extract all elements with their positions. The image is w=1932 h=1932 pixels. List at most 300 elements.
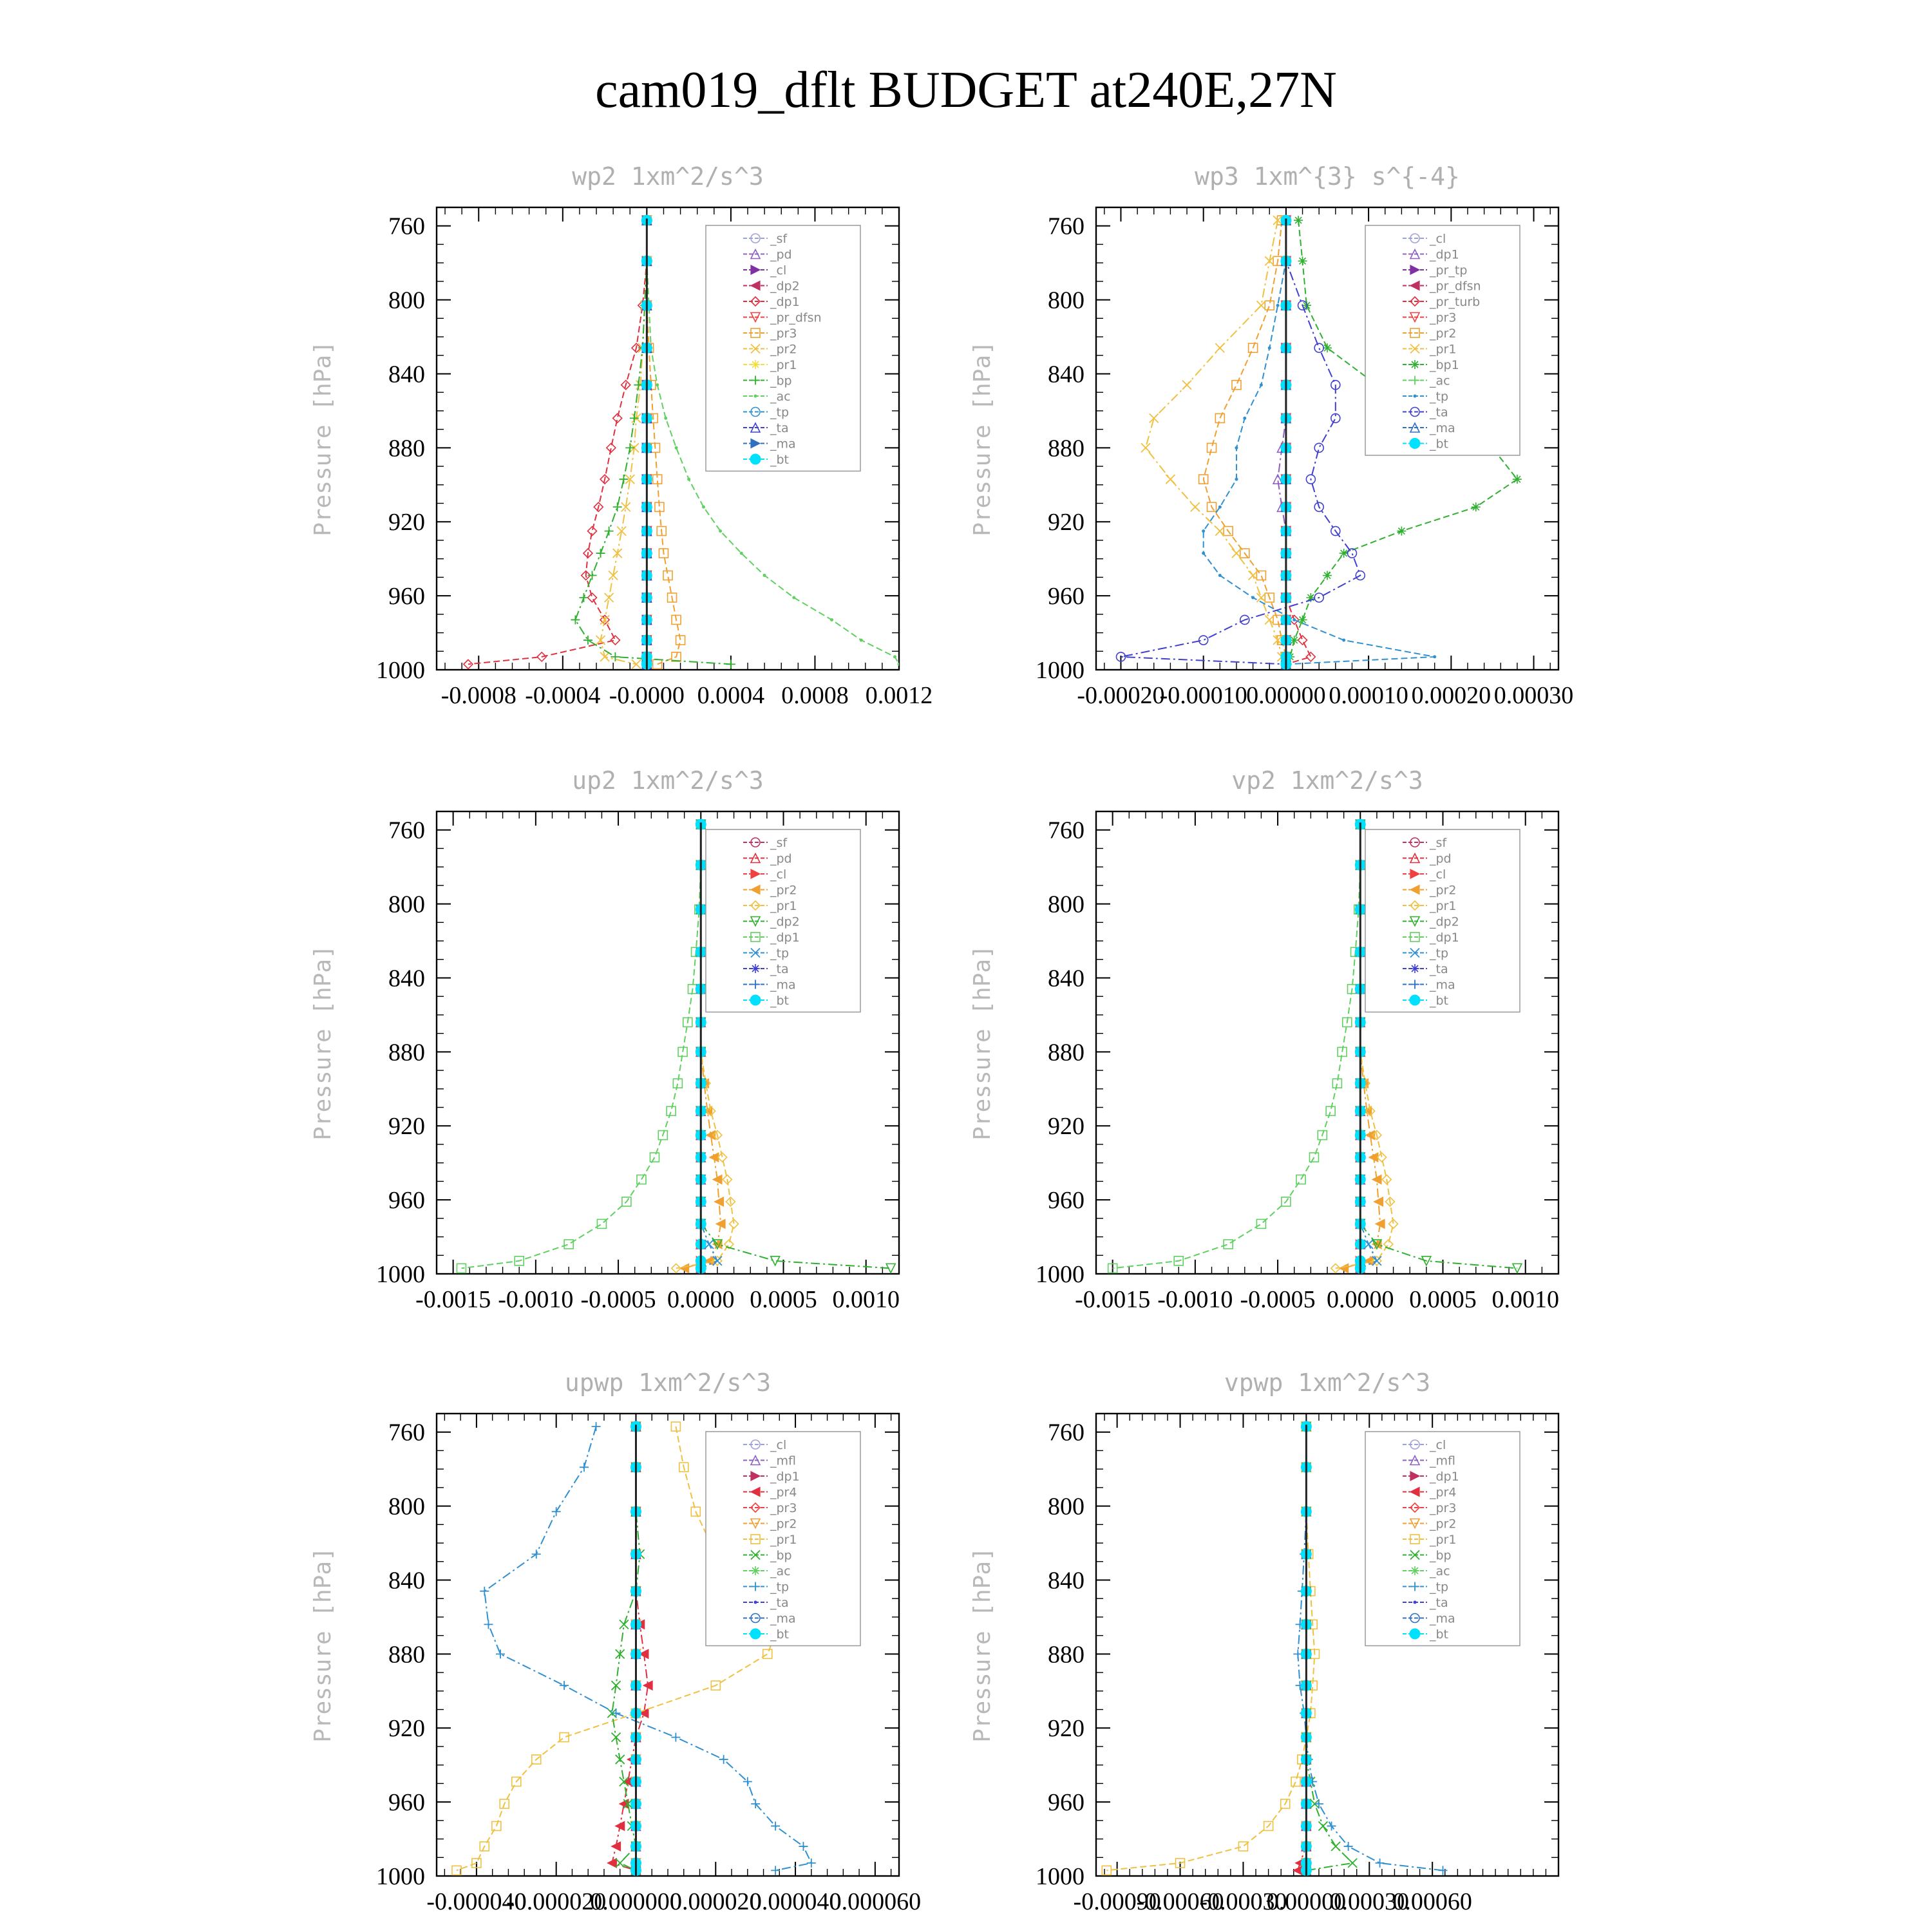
y-axis-label-vpwp: Pressure [hPa] — [969, 1547, 996, 1743]
legend-label-wp2_pr1: _pr1 — [770, 358, 797, 372]
legend-label-vp2_pr2: _pr2 — [1430, 883, 1457, 898]
data-point-wp2_bp — [583, 636, 592, 645]
data-point-wp3_bp1 — [1472, 502, 1481, 511]
data-point-up2_dp1 — [650, 1153, 659, 1162]
legend-marker-vp2_ta — [1410, 964, 1419, 973]
data-point-wp2_ac — [860, 639, 863, 642]
figure-title: cam019_dflt BUDGET at240E,27N — [595, 62, 1337, 118]
y-tick-label-vpwp: 840 — [1048, 1567, 1084, 1595]
data-point-wp2_ac — [763, 574, 766, 577]
legend-label-vpwp_pr4: _pr4 — [1430, 1485, 1457, 1500]
data-point-wp3_ta — [1314, 343, 1323, 352]
legend-marker-vp2_bt — [1410, 995, 1420, 1005]
panel-title-up2: up2 1xm^2/s^3 — [572, 766, 764, 795]
legend-label-wp2_dp1: _dp1 — [770, 295, 800, 309]
legend-label-wp3_pr_turb: _pr_turb — [1430, 295, 1481, 309]
data-point-wp3_tp — [1293, 618, 1296, 621]
legend-label-vp2_ma: _ma — [1430, 978, 1455, 992]
x-tick-label-upwp: 0.000060 — [829, 1888, 922, 1915]
legend-label-up2_tp: _tp — [770, 946, 790, 961]
data-point-wp2_ac — [898, 663, 901, 666]
y-tick-label-upwp: 1000 — [376, 1863, 425, 1890]
y-tick-label-upwp: 960 — [388, 1789, 425, 1817]
data-point-upwp_tp — [592, 1422, 601, 1431]
data-point-wp2_ac — [740, 552, 743, 555]
data-point-wp2_bp — [613, 502, 622, 511]
panel-title-wp3: wp3 1xm^{3} s^{-4} — [1195, 162, 1460, 191]
legend-label-up2_bt: _bt — [770, 994, 790, 1008]
legend-label-wp3_ac: _ac — [1430, 374, 1450, 388]
x-tick-label-vpwp: 0.00030 — [1329, 1888, 1410, 1915]
data-point-wp2_pr2 — [632, 659, 641, 668]
x-tick-label-upwp: -0.000020 — [506, 1888, 607, 1915]
legend-label-up2_ta: _ta — [770, 962, 789, 976]
data-point-upwp_tp — [560, 1681, 569, 1690]
y-tick-label-vp2: 800 — [1048, 891, 1084, 918]
data-point-wp2_bp — [605, 527, 614, 536]
data-point-wp3_bp1 — [1340, 549, 1349, 558]
legend-marker-wp3_bp1 — [1410, 360, 1419, 369]
data-point-up2_pr1 — [718, 1153, 727, 1162]
legend-label-wp2_pd: _pd — [770, 247, 792, 262]
legend-label-vpwp_tp: _tp — [1430, 1580, 1449, 1595]
legend-label-wp3_bt: _bt — [1430, 437, 1449, 451]
series-line-vpwp_pr1 — [1106, 1426, 1314, 1870]
legend-label-vp2_dp2: _dp2 — [1430, 914, 1459, 929]
y-tick-label-wp2: 920 — [388, 509, 425, 536]
legend-marker-vpwp_ac — [1410, 1566, 1419, 1575]
data-point-wp3_tp — [1202, 529, 1205, 533]
chart-panel-upwp — [310, 1368, 921, 1915]
data-point-wp3_ta — [1314, 443, 1323, 452]
legend-label-wp2_pr_dfsn: _pr_dfsn — [770, 310, 822, 325]
legend-label-wp3_pr2: _pr2 — [1430, 327, 1457, 341]
data-point-up2_pr2 — [714, 1197, 723, 1206]
y-tick-label-wp3: 1000 — [1036, 657, 1084, 684]
x-tick-label-vp2: 0.0005 — [1409, 1286, 1477, 1313]
y-tick-label-upwp: 880 — [388, 1641, 425, 1669]
data-point-wp2_pr3 — [653, 659, 662, 668]
legend-label-vp2_bt: _bt — [1430, 994, 1449, 1008]
legend-label-wp3_dp1: _dp1 — [1430, 247, 1459, 262]
data-point-upwp_tp — [552, 1507, 561, 1516]
y-tick-label-up2: 880 — [388, 1039, 425, 1066]
series-line-vpwp_bp — [1306, 1426, 1352, 1870]
data-point-wp2_bp — [579, 593, 588, 602]
legend-label-upwp_pr4: _pr4 — [770, 1485, 797, 1500]
legend-label-vp2_sf: _sf — [1430, 836, 1447, 850]
data-point-wp3_tp — [1342, 639, 1345, 642]
data-point-up2_dp1 — [667, 1106, 676, 1115]
legend-label-wp3_cl: _cl — [1430, 232, 1446, 246]
y-tick-label-wp3: 920 — [1048, 509, 1084, 536]
x-tick-label-up2: -0.0010 — [498, 1286, 574, 1313]
data-point-upwp_tp — [671, 1733, 680, 1742]
data-point-wp3_pr1 — [1265, 256, 1274, 265]
x-tick-label-wp3: 0.00030 — [1493, 682, 1574, 709]
x-tick-label-wp2: -0.0004 — [525, 682, 601, 709]
data-point-vp2_dp1 — [1296, 1175, 1305, 1184]
data-point-upwp_tp — [480, 1587, 489, 1596]
data-point-upwp_tp — [484, 1620, 493, 1629]
data-point-wp2_bp — [630, 413, 639, 422]
legend-label-wp2_sf: _sf — [770, 232, 788, 246]
x-tick-label-wp3: 0.00000 — [1246, 682, 1326, 709]
y-tick-label-up2: 760 — [388, 817, 425, 844]
y-tick-label-up2: 960 — [388, 1187, 425, 1215]
y-tick-label-vp2: 840 — [1048, 965, 1084, 992]
y-tick-label-vp2: 1000 — [1036, 1261, 1084, 1288]
x-tick-label-wp2: -0.0000 — [609, 682, 685, 709]
data-point-wp2_dp1 — [611, 636, 620, 645]
chart-panel-wp3 — [969, 162, 1573, 709]
y-tick-label-upwp: 760 — [388, 1419, 425, 1446]
legend-marker-up2_ta — [751, 964, 760, 973]
data-point-wp3_pr1 — [1166, 475, 1175, 484]
y-tick-label-upwp: 800 — [388, 1493, 425, 1520]
data-point-wp2_bp — [571, 615, 580, 624]
data-point-wp2_ac — [893, 655, 896, 658]
legend-label-upwp_ac: _ac — [770, 1564, 791, 1578]
data-point-wp2_ac — [719, 529, 722, 533]
data-point-wp3_tp — [1260, 383, 1263, 386]
x-tick-label-vp2: -0.0005 — [1240, 1286, 1316, 1313]
data-point-upwp_tp — [799, 1842, 808, 1851]
legend-marker-upwp_ta — [754, 1601, 757, 1604]
data-point-vp2_pr1 — [1378, 1153, 1387, 1162]
y-tick-label-wp2: 840 — [388, 361, 425, 388]
chart-panel-wp2 — [310, 162, 933, 709]
legend-label-upwp_pr2: _pr2 — [770, 1517, 797, 1531]
x-tick-label-up2: -0.0015 — [415, 1286, 491, 1313]
legend-label-wp3_ta: _ta — [1430, 405, 1448, 420]
legend-label-vpwp_bt: _bt — [1430, 1627, 1449, 1642]
y-tick-label-wp2: 800 — [388, 287, 425, 314]
data-point-wp3_bp1 — [1323, 343, 1332, 352]
series-line-up2_dp1 — [462, 824, 701, 1268]
data-point-wp2_ac — [656, 383, 659, 386]
panel-title-vp2: vp2 1xm^2/s^3 — [1231, 766, 1423, 795]
data-point-wp3_pr1 — [1249, 571, 1258, 580]
x-tick-label-wp2: 0.0008 — [781, 682, 849, 709]
x-tick-label-up2: 0.0005 — [750, 1286, 817, 1313]
x-tick-label-vp2: -0.0015 — [1075, 1286, 1151, 1313]
legend-label-vp2_cl: _cl — [1430, 867, 1446, 882]
data-point-wp3_bp1 — [1397, 527, 1406, 536]
data-point-upwp_tp — [807, 1859, 816, 1868]
y-tick-label-wp2: 960 — [388, 583, 425, 611]
y-tick-label-wp3: 880 — [1048, 435, 1084, 462]
data-point-wp3_tp — [1276, 304, 1280, 307]
legend-label-upwp_cl: _cl — [770, 1438, 787, 1452]
data-point-wp2_ac — [664, 417, 667, 420]
legend-label-vpwp_dp1: _dp1 — [1430, 1470, 1459, 1484]
legend-label-up2_pr2: _pr2 — [770, 883, 797, 898]
legend-label-upwp_bp: _bp — [770, 1548, 792, 1563]
data-point-wp2_pr2 — [600, 652, 609, 661]
x-tick-label-wp3: -0.00010 — [1159, 682, 1247, 709]
panel-title-upwp: upwp 1xm^2/s^3 — [564, 1368, 772, 1397]
data-point-vpwp_bp — [1331, 1842, 1340, 1851]
data-point-wp3_bp1 — [1298, 256, 1307, 265]
data-point-up2_dp1 — [637, 1175, 646, 1184]
data-point-upwp_tp — [771, 1866, 780, 1875]
legend-marker-upwp_bt — [750, 1629, 761, 1639]
legend-label-vpwp_ac: _ac — [1430, 1564, 1450, 1578]
y-tick-label-wp2: 880 — [388, 435, 425, 462]
x-tick-label-vp2: 0.0000 — [1327, 1286, 1394, 1313]
data-point-upwp_pr1 — [763, 1649, 772, 1658]
y-tick-label-up2: 800 — [388, 891, 425, 918]
legend-label-wp3_pr_dfsn: _pr_dfsn — [1430, 279, 1481, 294]
y-tick-label-vp2: 880 — [1048, 1039, 1084, 1066]
data-point-wp3_tp — [1251, 596, 1255, 599]
legend-label-wp2_cl: _cl — [770, 263, 787, 278]
x-tick-label-up2: 0.0010 — [832, 1286, 900, 1313]
legend-label-vp2_tp: _tp — [1430, 946, 1449, 961]
y-tick-label-vpwp: 800 — [1048, 1493, 1084, 1520]
legend-label-wp2_ac: _ac — [770, 390, 791, 404]
series-line-wp2_dp1 — [468, 220, 647, 664]
y-tick-label-wp3: 760 — [1048, 213, 1084, 240]
data-point-vpwp_tp — [1344, 1842, 1353, 1851]
x-tick-label-upwp: 0.000040 — [749, 1888, 842, 1915]
data-point-wp2_bp — [596, 549, 605, 558]
legend-label-vp2_ta: _ta — [1430, 962, 1448, 976]
legend-label-up2_dp1: _dp1 — [770, 931, 800, 945]
legend-label-vp2_pd: _pd — [1430, 851, 1452, 866]
data-point-wp3_tp — [1202, 552, 1205, 555]
x-tick-label-vp2: -0.0010 — [1157, 1286, 1233, 1313]
x-tick-label-vpwp: -0.00090 — [1073, 1888, 1161, 1915]
y-axis-label-up2: Pressure [hPa] — [310, 945, 336, 1141]
y-tick-label-vp2: 920 — [1048, 1113, 1084, 1141]
y-tick-label-vpwp: 960 — [1048, 1789, 1084, 1817]
x-tick-label-vpwp: 0.00000 — [1266, 1888, 1347, 1915]
data-point-wp2_bp — [726, 659, 735, 668]
x-tick-label-up2: 0.0000 — [667, 1286, 735, 1313]
legend-label-vp2_dp1: _dp1 — [1430, 931, 1459, 945]
x-tick-label-vp2: 0.0010 — [1492, 1286, 1559, 1313]
legend-label-upwp_dp1: _dp1 — [770, 1470, 800, 1484]
legend-label-vpwp_mfl: _mfl — [1430, 1454, 1455, 1468]
data-point-wp3_pr_turb — [1298, 636, 1307, 645]
series-line-vp2_dp1 — [1113, 824, 1361, 1268]
data-point-wp3_tp — [1218, 574, 1222, 577]
data-point-wp2_ac — [687, 478, 690, 481]
data-point-vp2_dp1 — [1309, 1153, 1318, 1162]
data-point-vp2_dp1 — [1224, 1240, 1233, 1249]
legend-marker-wp3_bt — [1410, 439, 1420, 449]
legend-label-wp3_tp: _tp — [1430, 390, 1449, 404]
data-point-wp3_pr_turb — [1306, 652, 1315, 661]
y-tick-label-up2: 1000 — [376, 1261, 425, 1288]
data-point-wp3_pr1 — [1215, 343, 1224, 352]
legend-label-vpwp_pr2: _pr2 — [1430, 1517, 1457, 1531]
data-point-wp3_pr1 — [1182, 381, 1191, 390]
panel-title-wp2: wp2 1xm^2/s^3 — [572, 162, 764, 191]
legend-label-vp2_pr1: _pr1 — [1430, 899, 1457, 913]
data-point-wp3_pr2 — [1208, 443, 1217, 452]
legend-label-vpwp_bp: _bp — [1430, 1548, 1452, 1563]
data-point-vpwp_bp — [1318, 1821, 1327, 1830]
y-axis-label-upwp: Pressure [hPa] — [310, 1547, 336, 1743]
data-point-upwp_pr4 — [607, 1859, 616, 1868]
data-point-wp2_dp1 — [588, 593, 597, 602]
legend-label-wp3_pr1: _pr1 — [1430, 342, 1457, 357]
x-tick-label-upwp: -0.000040 — [426, 1888, 527, 1915]
data-point-wp3_bp1 — [1298, 615, 1307, 624]
legend-label-vpwp_cl: _cl — [1430, 1438, 1446, 1452]
series-line-upwp_pr4 — [612, 1426, 648, 1870]
data-point-vpwp_pr1 — [1291, 1777, 1300, 1786]
panel-title-vpwp: vpwp 1xm^2/s^3 — [1224, 1368, 1431, 1397]
legend-label-wp3_ma: _ma — [1430, 421, 1455, 435]
data-point-wp3_ta — [1347, 549, 1356, 558]
data-point-wp3_bp1 — [1323, 571, 1332, 580]
data-point-wp2_ac — [675, 446, 678, 450]
legend-label-wp2_dp2: _dp2 — [770, 279, 800, 294]
legend-marker-vpwp_bt — [1410, 1629, 1420, 1639]
data-point-wp3_bp1 — [1513, 475, 1522, 484]
series-line-wp3_ta — [1121, 220, 1361, 664]
data-point-wp3_bp1 — [1294, 216, 1303, 225]
data-point-upwp_tp — [580, 1463, 589, 1472]
data-point-wp3_tp — [1218, 506, 1222, 509]
data-point-wp3_pr2 — [1215, 413, 1224, 422]
legend-label-up2_dp2: _dp2 — [770, 914, 800, 929]
legend-label-wp3_pr3: _pr3 — [1430, 310, 1457, 325]
legend-label-up2_ma: _ma — [770, 978, 796, 992]
y-tick-label-vpwp: 920 — [1048, 1715, 1084, 1743]
y-tick-label-wp2: 760 — [388, 213, 425, 240]
legend-label-upwp_tp: _tp — [770, 1580, 790, 1595]
data-point-upwp_tp — [532, 1549, 541, 1558]
x-tick-label-wp2: 0.0012 — [865, 682, 933, 709]
data-point-vpwp_tp — [1439, 1866, 1448, 1875]
x-tick-label-vpwp: -0.00060 — [1136, 1888, 1224, 1915]
data-point-vpwp_tp — [1314, 1799, 1323, 1808]
y-tick-label-vpwp: 1000 — [1036, 1863, 1084, 1890]
data-point-wp2_dp1 — [464, 659, 473, 668]
legend-label-wp3_pr_tp: _pr_tp — [1430, 263, 1468, 278]
x-tick-label-wp2: -0.0008 — [440, 682, 516, 709]
legend-label-vpwp_ma: _ma — [1430, 1611, 1455, 1626]
y-tick-label-vpwp: 880 — [1048, 1641, 1084, 1669]
legend-label-wp2_tp: _tp — [770, 405, 790, 420]
data-point-wp3_pr1 — [1215, 527, 1224, 536]
data-point-upwp_tp — [496, 1649, 505, 1658]
y-tick-label-vp2: 760 — [1048, 817, 1084, 844]
y-tick-label-wp3: 800 — [1048, 287, 1084, 314]
y-tick-label-wp2: 1000 — [376, 657, 425, 684]
y-axis-label-wp3: Pressure [hPa] — [969, 341, 996, 536]
legend-marker-vpwp_ta — [1414, 1601, 1417, 1604]
y-tick-label-wp3: 960 — [1048, 583, 1084, 611]
y-tick-label-vp2: 960 — [1048, 1187, 1084, 1215]
data-point-wp3_tp — [1268, 346, 1271, 350]
data-point-wp3_pr1 — [1150, 413, 1159, 422]
data-point-wp3_tp — [1235, 446, 1238, 450]
legend-label-wp2_bp: _bp — [770, 374, 792, 388]
legend-label-upwp_mfl: _mfl — [770, 1454, 796, 1468]
data-point-vpwp_tp — [1376, 1859, 1385, 1868]
legend-label-vpwp_pr3: _pr3 — [1430, 1501, 1457, 1515]
data-point-wp2_ac — [830, 618, 833, 621]
legend-label-upwp_ta: _ta — [770, 1596, 789, 1610]
data-point-vp2_dp1 — [1326, 1106, 1335, 1115]
data-point-wp3_pr2 — [1232, 381, 1241, 390]
data-point-wp3_pr1 — [1232, 549, 1241, 558]
y-axis-label-wp2: Pressure [hPa] — [310, 341, 336, 536]
legend-label-wp3_bp1: _bp1 — [1430, 358, 1459, 372]
data-point-wp3_pr1 — [1256, 593, 1265, 602]
legend-marker-wp3_tp — [1414, 395, 1417, 398]
legend-label-upwp_pr3: _pr3 — [770, 1501, 797, 1515]
data-point-wp2_bp — [588, 571, 597, 580]
legend-marker-wp2_bt — [750, 454, 761, 464]
data-point-up2_dp1 — [564, 1240, 573, 1249]
x-tick-label-vpwp: -0.00030 — [1199, 1888, 1287, 1915]
data-point-wp3_tp — [1243, 417, 1246, 420]
legend-label-upwp_pr1: _pr1 — [770, 1533, 797, 1547]
legend-label-wp2_pr3: _pr3 — [770, 327, 797, 341]
data-point-wp2_ac — [702, 506, 705, 509]
chart-panel-up2 — [310, 766, 900, 1313]
legend-marker-upwp_ac — [751, 1566, 760, 1575]
data-point-wp3_pr1 — [1191, 502, 1200, 511]
legend-label-upwp_bt: _bt — [770, 1627, 790, 1642]
legend-label-wp2_pr2: _pr2 — [770, 342, 797, 357]
chart-panel-vpwp — [969, 1368, 1558, 1915]
legend-marker-wp2_ac — [754, 395, 757, 398]
x-tick-label-wp3: -0.00020 — [1077, 682, 1165, 709]
data-point-vpwp_tp — [1327, 1821, 1336, 1830]
data-point-wp2_ac — [792, 596, 795, 599]
legend-label-upwp_ma: _ma — [770, 1611, 796, 1626]
legend-marker-up2_bt — [750, 995, 761, 1005]
legend-label-up2_pd: _pd — [770, 851, 792, 866]
y-tick-label-upwp: 840 — [388, 1567, 425, 1595]
y-axis-label-vp2: Pressure [hPa] — [969, 945, 996, 1141]
y-tick-label-up2: 920 — [388, 1113, 425, 1141]
data-point-vp2_pr1 — [1384, 1240, 1393, 1249]
data-point-wp3_pr1 — [1141, 443, 1150, 452]
data-point-vp2_pr2 — [1374, 1197, 1383, 1206]
x-tick-label-wp3: 0.00020 — [1411, 682, 1492, 709]
legend-label-vpwp_pr1: _pr1 — [1430, 1533, 1457, 1547]
x-tick-label-upwp: 0.000020 — [670, 1888, 762, 1915]
y-tick-label-vpwp: 760 — [1048, 1419, 1084, 1446]
legend-label-up2_cl: _cl — [770, 867, 787, 882]
data-point-wp3_tp — [1433, 655, 1436, 658]
legend-label-up2_sf: _sf — [770, 836, 788, 850]
x-tick-label-upwp: 0.000000 — [590, 1888, 682, 1915]
legend-marker-wp2_pr1 — [751, 360, 760, 369]
y-tick-label-upwp: 920 — [388, 1715, 425, 1743]
legend-label-up2_pr1: _pr1 — [770, 899, 797, 913]
x-tick-label-wp2: 0.0004 — [697, 682, 765, 709]
data-point-wp3_pr1 — [1265, 615, 1274, 624]
chart-panel-vp2 — [969, 766, 1559, 1313]
legend-label-wp2_bt: _bt — [770, 453, 790, 467]
x-tick-label-vpwp: 0.00060 — [1392, 1888, 1472, 1915]
y-tick-label-wp3: 840 — [1048, 361, 1084, 388]
x-tick-label-wp3: 0.00010 — [1329, 682, 1408, 709]
x-tick-label-up2: -0.0005 — [580, 1286, 656, 1313]
data-point-wp3_tp — [1235, 478, 1238, 481]
legend-label-wp2_ta: _ta — [770, 421, 789, 435]
